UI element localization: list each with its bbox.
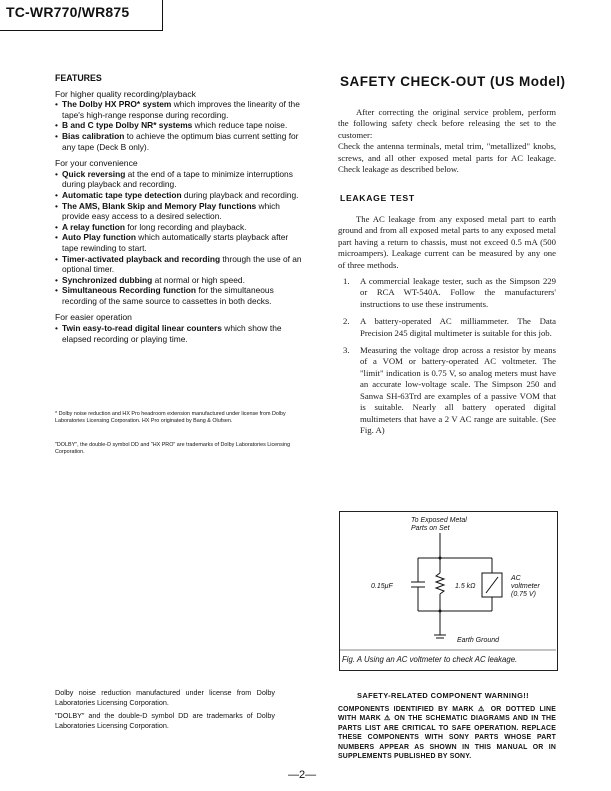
feature-item: • Simultaneous Recording function for the simultaneous recording of the same source to cassettes in both decks. — [55, 285, 305, 306]
feature-item: • Quick reversing at the end of a tape to minimize interruptions during playback and recording. — [55, 169, 305, 190]
feature-list-quality — [55, 99, 305, 152]
warning-title: SAFETY-RELATED COMPONENT WARNING!! — [357, 691, 529, 700]
label-parts-on-set: Parts on Set — [411, 525, 450, 532]
label-exposed-metal: To Exposed Metal — [411, 517, 467, 524]
features-section — [55, 73, 305, 344]
leakage-test-heading: LEAKAGE TEST — [340, 193, 415, 203]
leakage-section — [338, 214, 556, 442]
junction-bottom — [439, 610, 442, 613]
group-title-quality: For higher quality recording/playback — [55, 88, 196, 99]
leakage-circuit-diagram — [339, 511, 556, 669]
bottom-trademark-note: "DOLBY" and the double-D symbol DD are trademarks of Dolby Laboratories Licensing Corporation. — [55, 711, 275, 730]
label-meter-range: (0.75 V) — [511, 591, 536, 598]
group-title-operation: For easier operation — [55, 312, 132, 323]
page-number: —2— — [288, 769, 317, 781]
feature-item: • Auto Play function which automatically starts playback after tape rewinding to start. — [55, 232, 305, 253]
label-earth-ground: Earth Ground — [457, 637, 500, 644]
feature-item: • Bias calibration to achieve the optimum bias current setting for any tape (Deck B only). — [55, 131, 305, 152]
feature-item: • Synchronized dubbing at normal or high speed. — [55, 275, 305, 286]
feature-item: • Timer-activated playback and recording through the use of an optional timer. — [55, 254, 305, 275]
feature-item: • A relay function for long recording and playback. — [55, 222, 305, 233]
label-resistor: 1.5 kΩ — [455, 583, 476, 590]
safety-title: SAFETY CHECK-OUT (US Model) — [340, 74, 566, 89]
bottom-license-note: Dolby noise reduction manufactured under license from Dolby Laboratories Licensing Corporation. — [55, 688, 275, 707]
label-meter-voltmeter: voltmeter — [511, 583, 540, 590]
junction-top — [439, 557, 442, 560]
model-title: TC-WR770/WR875 — [6, 4, 130, 20]
feature-item: • The Dolby HX PRO* system which improves the linearity of the tape's high-range response during recording. — [55, 99, 305, 120]
footnote-trademarks: "DOLBY", the double-D symbol DD and "HX PRO" are trademarks of Dolby Laboratories Licensing Corporation. — [55, 442, 291, 455]
safety-intro-text: After correcting the original service problem, perform the following safety check before releasing the set to the customer: — [338, 107, 556, 140]
features-heading: FEATURES — [55, 73, 102, 83]
voltmeter-needle — [486, 577, 498, 593]
method-list — [338, 276, 556, 436]
leakage-text: The AC leakage from any exposed metal part to earth ground and from all exposed metal parts to any exposed metal part having a return to chassis, must not exceed 0.5 mA (500 microampers). Leakage current can be measured by any one of three methods. — [338, 214, 556, 270]
feature-item: • Automatic tape type detection during playback and recording. — [55, 190, 305, 201]
footnote-dolby-license: * Dolby noise reduction and HX Pro headroom extension manufactured under license from Dolby Laboratories Licensing Corporation. HX Pro originated by Bang & Olufsen. — [55, 411, 286, 424]
label-meter-ac: AC — [511, 575, 521, 582]
feature-item: • B and C type Dolby NR* systems which reduce tape noise. — [55, 120, 305, 131]
figure-caption: Fig. A Using an AC voltmeter to check AC leakage. — [342, 655, 518, 664]
group-title-convenience: For your convenience — [55, 158, 138, 169]
feature-item: • Twin easy-to-read digital linear counters which show the elapsed recording or playing time. — [55, 323, 305, 344]
method-item: 2. A battery-operated AC milliammeter. The Data Precision 245 digital multimeter is suitable for this job. — [343, 316, 556, 338]
feature-list-convenience — [55, 169, 305, 307]
safety-intro-text-2: Check the antenna terminals, metal trim, "metallized" knobs, screws, and all other exposed metal parts for AC leakage. Check leakage as described below. — [338, 141, 556, 175]
method-item: 1. A commercial leakage tester, such as the Simpson 229 or RCA WT-540A. Follow the manufacturers' instructions to use these instruments. — [343, 276, 556, 309]
resistor-zigzag — [436, 573, 444, 594]
feature-item: • The AMS, Blank Skip and Memory Play functions which provide easy access to a desired selection. — [55, 201, 305, 222]
warning-text: COMPONENTS IDENTIFIED BY MARK ⚠ OR DOTTED LINE WITH MARK ⚠ ON THE SCHEMATIC DIAGRAMS AND IN THE PARTS LIST ARE CRITICAL TO SAFE OPERATION. REPLACE THESE COMPONENTS WITH SONY PARTS WHOSE PART NUMBERS APPEAR AS SHOWN IN THIS MANUAL OR IN SUPPLEMENTS PUBLISHED BY SONY. — [338, 706, 556, 761]
method-item: 3. Measuring the voltage drop across a resistor by means of a VOM or battery-operated AC voltmeter. The "limit" indication is 0.75 V, so analog meters must have an accurate low-voltage scale. The Simpson 250 and Sanwa SH-63Trd are examples of a passive VOM that is suitable. Nearly all battery operated digital multimeters that have a 2 V AC range are suitable. (See Fig. A) — [343, 345, 556, 435]
label-capacitor: 0.15μF — [371, 583, 393, 590]
feature-list-operation — [55, 323, 305, 344]
safety-intro — [338, 107, 556, 175]
